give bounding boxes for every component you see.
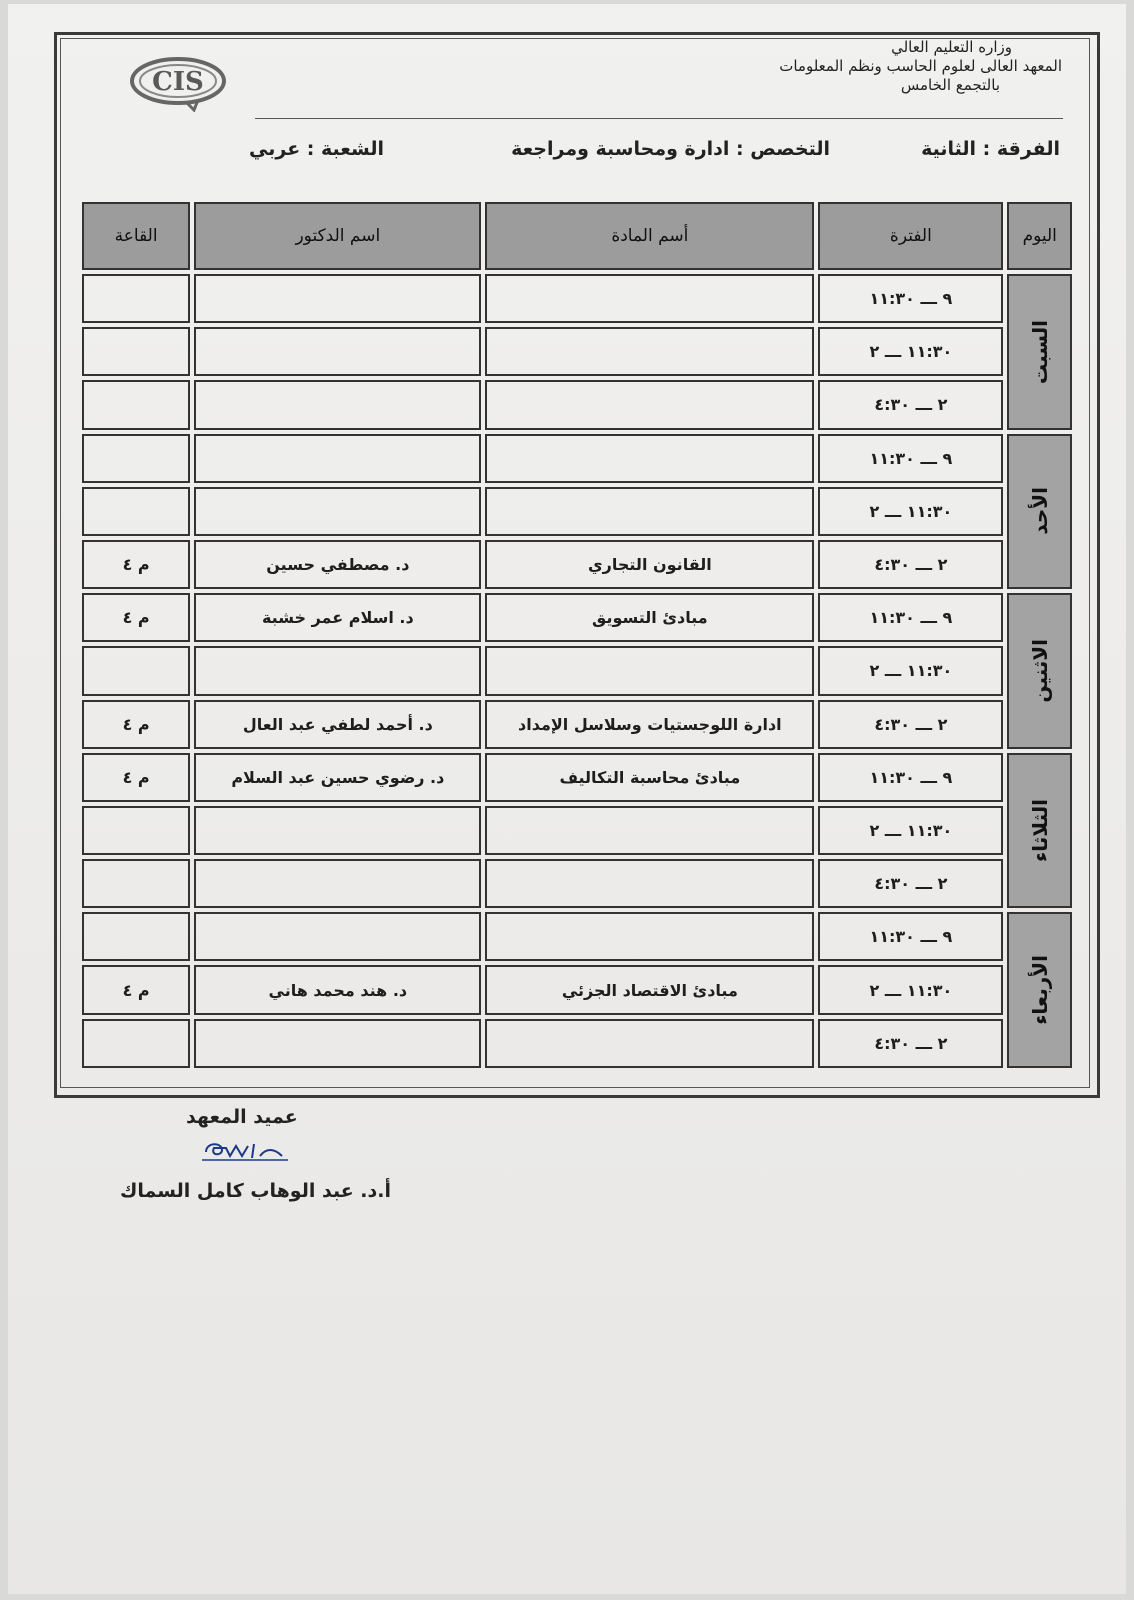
logo-text: CIS — [152, 67, 204, 97]
day-cell — [1007, 593, 1072, 749]
hall-cell: م ٤ — [82, 593, 190, 642]
header-doctor: اسم الدكتور — [194, 202, 481, 270]
day-cell — [1007, 274, 1072, 430]
doctor-cell: د. رضوي حسين عبد السلام — [194, 753, 481, 802]
doctor-cell — [194, 434, 481, 483]
hall-cell — [82, 380, 190, 429]
table-row — [82, 806, 1072, 855]
hall-cell — [82, 434, 190, 483]
day-label: الأربعاء — [1027, 955, 1052, 1026]
hall-cell — [82, 912, 190, 961]
hall-cell: م ٤ — [82, 540, 190, 589]
doctor-cell: د. مصطفي حسين — [194, 540, 481, 589]
subject-cell — [485, 859, 814, 908]
table-row — [82, 593, 1072, 642]
table-row — [82, 912, 1072, 961]
header-subject: أسم المادة — [485, 202, 814, 270]
day-label: الأحد — [1027, 487, 1052, 536]
ministry-header — [642, 38, 1062, 95]
division-label: الشعبة : عربي — [249, 138, 384, 160]
hall-cell — [82, 646, 190, 695]
period-cell: ٢ ـــ ٤:٣٠ — [818, 540, 1003, 589]
subject-cell — [485, 274, 814, 323]
hall-cell — [82, 1019, 190, 1068]
table-header-row — [82, 202, 1072, 270]
doctor-cell — [194, 912, 481, 961]
header-divider — [255, 118, 1063, 119]
table-row — [82, 380, 1072, 429]
subject-cell — [485, 1019, 814, 1068]
doctor-cell — [194, 327, 481, 376]
hall-cell — [82, 859, 190, 908]
period-cell: ٢ ـــ ٤:٣٠ — [818, 700, 1003, 749]
dean-title: عميد المعهد — [186, 1106, 298, 1128]
period-cell: ١١:٣٠ ـــ ٢ — [818, 327, 1003, 376]
table-row — [82, 753, 1072, 802]
table-row — [82, 540, 1072, 589]
hall-cell — [82, 806, 190, 855]
hall-cell — [82, 274, 190, 323]
doctor-cell: د. اسلام عمر خشبة — [194, 593, 481, 642]
table-row — [82, 1019, 1072, 1068]
day-label: السبت — [1027, 319, 1052, 384]
table-row — [82, 327, 1072, 376]
subject-cell — [485, 434, 814, 483]
table-row — [82, 646, 1072, 695]
subject-cell: مبادئ الاقتصاد الجزئي — [485, 965, 814, 1014]
period-cell: ١١:٣٠ ـــ ٢ — [818, 806, 1003, 855]
schedule-table — [78, 198, 1076, 1072]
hall-cell — [82, 487, 190, 536]
subject-cell — [485, 806, 814, 855]
subject-cell: القانون التجاري — [485, 540, 814, 589]
table-row — [82, 859, 1072, 908]
day-label: الثلاثاء — [1027, 798, 1052, 862]
header-hall: القاعة — [82, 202, 190, 270]
table-row — [82, 965, 1072, 1014]
period-cell: ٩ ـــ ١١:٣٠ — [818, 753, 1003, 802]
period-cell: ٩ ـــ ١١:٣٠ — [818, 434, 1003, 483]
period-cell: ٢ ـــ ٤:٣٠ — [818, 1019, 1003, 1068]
period-cell: ٩ ـــ ١١:٣٠ — [818, 593, 1003, 642]
day-cell — [1007, 434, 1072, 590]
header-line-location: بالتجمع الخامس — [900, 76, 1000, 94]
doctor-cell: د. أحمد لطفي عبد العال — [194, 700, 481, 749]
period-cell: ٩ ـــ ١١:٣٠ — [818, 912, 1003, 961]
period-cell: ١١:٣٠ ـــ ٢ — [818, 965, 1003, 1014]
specialization-label: التخصص : ادارة ومحاسبة ومراجعة — [511, 138, 830, 160]
header-day: اليوم — [1007, 202, 1072, 270]
doctor-cell — [194, 859, 481, 908]
period-cell: ٢ ـــ ٤:٣٠ — [818, 859, 1003, 908]
table-row — [82, 487, 1072, 536]
header-line-institute: المعهد العالى لعلوم الحاسب ونظم المعلومات — [779, 57, 1062, 75]
dean-name: أ.د. عبد الوهاب كامل السماك — [120, 1180, 392, 1202]
period-cell: ١١:٣٠ ـــ ٢ — [818, 646, 1003, 695]
period-cell: ٢ ـــ ٤:٣٠ — [818, 380, 1003, 429]
hall-cell: م ٤ — [82, 753, 190, 802]
doctor-cell — [194, 487, 481, 536]
day-cell — [1007, 912, 1072, 1068]
period-cell: ١١:٣٠ ـــ ٢ — [818, 487, 1003, 536]
subject-cell: مبادئ التسويق — [485, 593, 814, 642]
institute-logo — [128, 54, 232, 112]
period-cell: ٩ ـــ ١١:٣٠ — [818, 274, 1003, 323]
subject-cell: مبادئ محاسبة التكاليف — [485, 753, 814, 802]
header-line-ministry: وزاره التعليم العالي — [891, 38, 1012, 56]
doctor-cell — [194, 274, 481, 323]
subject-cell: ادارة اللوجستيات وسلاسل الإمداد — [485, 700, 814, 749]
doctor-cell — [194, 380, 481, 429]
table-row — [82, 700, 1072, 749]
hall-cell — [82, 327, 190, 376]
hall-cell: م ٤ — [82, 965, 190, 1014]
schedule-info — [180, 138, 1060, 172]
subject-cell — [485, 380, 814, 429]
table-row — [82, 434, 1072, 483]
header-period: الفترة — [818, 202, 1003, 270]
doctor-cell: د. هند محمد هاني — [194, 965, 481, 1014]
subject-cell — [485, 912, 814, 961]
hall-cell: م ٤ — [82, 700, 190, 749]
subject-cell — [485, 487, 814, 536]
doctor-cell — [194, 1019, 481, 1068]
dean-signature — [196, 1134, 296, 1164]
year-label: الفرقة : الثانية — [921, 138, 1060, 160]
doctor-cell — [194, 646, 481, 695]
day-label: الاثنين — [1027, 639, 1052, 703]
subject-cell — [485, 646, 814, 695]
doctor-cell — [194, 806, 481, 855]
table-row — [82, 274, 1072, 323]
day-cell — [1007, 753, 1072, 909]
subject-cell — [485, 327, 814, 376]
